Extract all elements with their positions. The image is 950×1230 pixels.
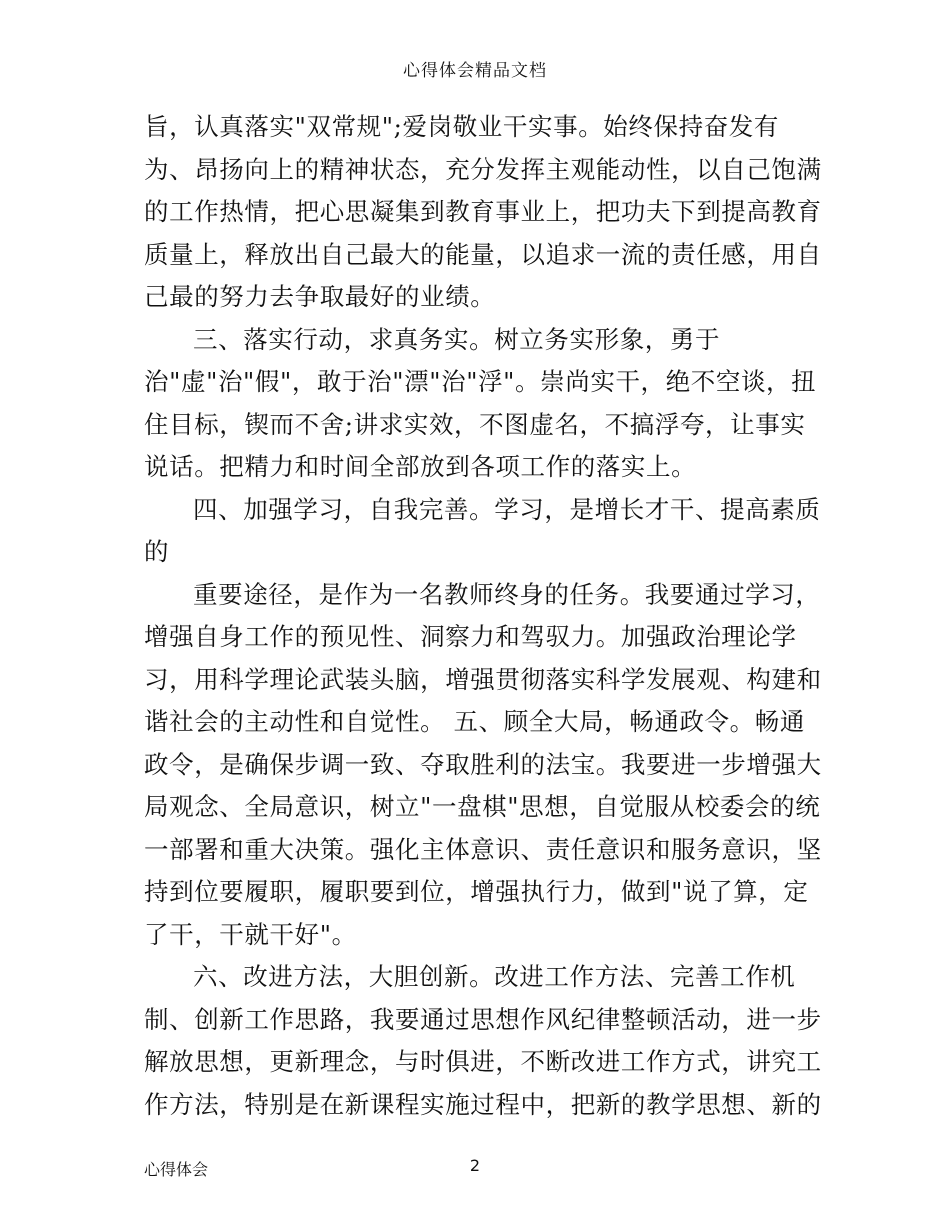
text-line: 习，用科学理论武装头脑，增强贯彻落实科学发展观、构建和 <box>144 664 822 694</box>
text-line: 己最的努力去争取最好的业绩。 <box>144 282 496 311</box>
text-line: 的 <box>144 537 170 566</box>
text-line: 治"虚"治"假"，敢于治"漂"治"浮"。崇尚实干，绝不空谈，扭 <box>144 367 817 396</box>
text-line: 旨，认真落实"双常规";爱岗敬业干实事。始终保持奋发有 <box>144 112 779 141</box>
document-body <box>144 106 820 1126</box>
page-number: 2 <box>469 1156 481 1175</box>
text-line: 的工作热情，把心思凝集到教育事业上，把功夫下到提高教育 <box>144 197 822 226</box>
text-line: 质量上，释放出自己最大的能量，以追求一流的责任感，用自 <box>144 239 822 269</box>
text-line: 说话。把精力和时间全部放到各项工作的落实上。 <box>144 452 697 481</box>
paragraph-start-line: 四、加强学习，自我完善。学习，是增长才干、提高素质 <box>193 494 821 524</box>
text-line: 持到位要履职，履职要到位，增强执行力，做到"说了算，定 <box>144 877 809 906</box>
text-line: 增强自身工作的预见性、洞察力和驾驭力。加强政治理论学 <box>144 622 797 651</box>
text-line: 解放思想，更新理念，与时俱进，不断改进工作方式，讲究工 <box>144 1047 822 1076</box>
paragraph-start-line: 重要途径，是作为一名教师终身的任务。我要通过学习， <box>193 579 821 609</box>
footer-label: 心得体会 <box>144 1160 209 1179</box>
text-line: 局观念、全局意识，树立"一盘棋"思想，自觉服从校委会的统 <box>144 792 821 821</box>
text-line: 了干，干就干好"。 <box>144 919 357 949</box>
text-line: 政令，是确保步调一致、夺取胜利的法宝。我要进一步增强大 <box>144 749 822 779</box>
text-line: 作方法，特别是在新课程实施过程中，把新的教学思想、新的 <box>144 1089 822 1119</box>
text-line: 谐社会的主动性和自觉性。 五、顾全大局，畅通政令。畅通 <box>144 707 805 736</box>
paragraph-start-line: 六、改进方法，大胆创新。改进工作方法、完善工作机 <box>193 962 796 991</box>
paragraph-start-line: 三、落实行动，求真务实。树立务实形象，勇于 <box>193 324 721 354</box>
text-line: 一部署和重大决策。强化主体意识、责任意识和服务意识，坚 <box>144 834 822 864</box>
text-line: 住目标，锲而不舍;讲求实效，不图虚名，不搞浮夸，让事实 <box>144 409 806 439</box>
text-line: 为、昂扬向上的精神状态，充分发挥主观能动性，以自己饱满 <box>144 154 822 184</box>
text-line: 制、创新工作思路，我要通过思想作风纪律整顿活动，进一步 <box>144 1004 822 1034</box>
document-header-title: 心得体会精品文档 <box>403 61 547 81</box>
